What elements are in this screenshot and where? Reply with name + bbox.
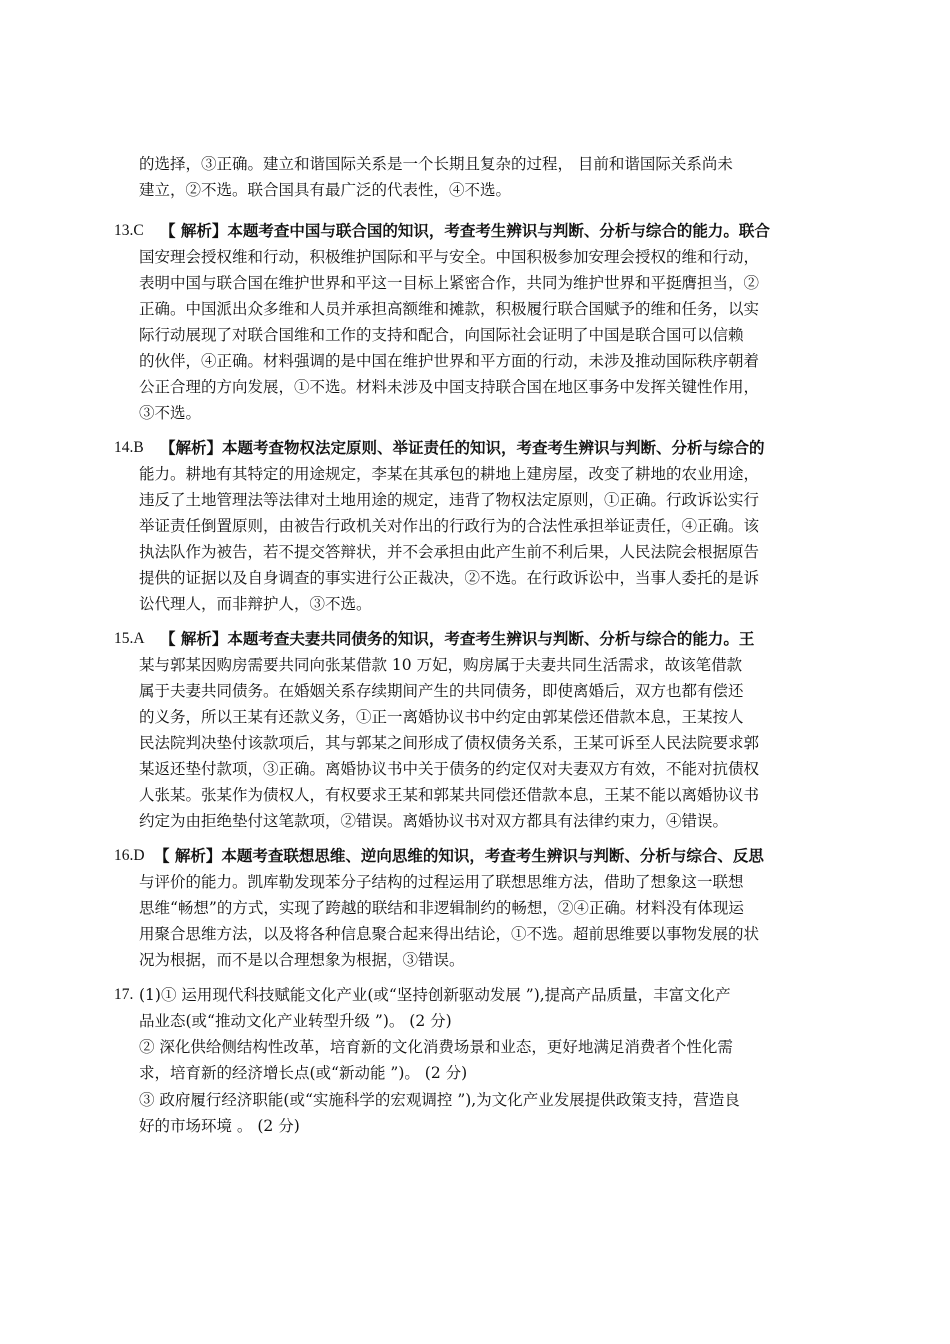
q13-number: 13.C bbox=[114, 222, 144, 239]
q15-number: 15.A bbox=[114, 630, 145, 647]
q16-line: 思维“畅想”的方式，实现了跨越的联结和非逻辑制约的畅想，②④正确。材料没有体现运 bbox=[139, 899, 744, 917]
q13-line: 际行动展现了对联合国维和工作的支持和配合，向国际社会证明了中国是联合国可以信赖 bbox=[139, 326, 744, 344]
q14-line: 违反了土地管理法等法律对土地用途的规定，违背了物权法定原则，①正确。行政诉讼实行 bbox=[139, 491, 760, 509]
q15-line: 属于夫妻共同债务。在婚姻关系存续期间产生的共同债务，即使离婚后，双方也都有偿还 bbox=[139, 682, 744, 700]
q16-line: 用聚合思维方法，以及将各种信息聚合起来得出结论，①不选。超前思维要以事物发展的状 bbox=[139, 925, 760, 943]
q14-line: 提供的证据以及自身调查的事实进行公正裁决，②不选。在行政诉讼中，当事人委托的是诉 bbox=[139, 569, 760, 587]
q14-heading: 【解析】本题考查物权法定原则、举证责任的知识，考查考生辨识与判断、分析与综合的 bbox=[160, 438, 765, 457]
q13-line: 国安理会授权维和行动，积极维护国际和平与安全。中国积极参加安理会授权的维和行动， bbox=[139, 248, 760, 266]
q15-heading: 【 解析】本题考查夫妻共同债务的知识，考查考生辨识与判断、分析与综合的能力。王 bbox=[160, 629, 755, 648]
q16-line: 况为根据，而不是以合理想象为根据，③错误。 bbox=[139, 951, 465, 969]
q15-line: 某返还垫付款项，③正确。离婚协议书中关于债务的约定仅对夫妻双方有效，不能对抗债权 bbox=[139, 760, 760, 778]
q17-number: 17. bbox=[114, 986, 134, 1003]
q17-p2-line: 求，培育新的经济增长点(或“新动能 ”)。 (2 分) bbox=[139, 1064, 468, 1082]
q14-line: 举证责任倒置原则，由被告行政机关对作出的行政行为的合法性承担举证责任，④正确。该 bbox=[139, 517, 760, 535]
q13-line: 的伙伴，④正确。材料强调的是中国在维护世界和平方面的行动，未涉及推动国际秩序朝着 bbox=[139, 352, 760, 370]
q13-heading: 【 解析】本题考查中国与联合国的知识，考查考生辨识与判断、分析与综合的能力。联合 bbox=[160, 221, 770, 240]
q17-p3-line: 好的市场环境 。 (2 分) bbox=[139, 1117, 300, 1135]
q15-line: 某与郭某因购房需要共同向张某借款 10 万妃，购房属于夫妻共同生活需求，故该笔借款 bbox=[139, 656, 743, 674]
q16-number: 16.D bbox=[114, 847, 145, 864]
q13-line: 正确。中国派出众多维和人员并承担高额维和摊款，积极履行联合国赋予的维和任务，以实 bbox=[139, 300, 760, 318]
q16-heading: 【 解析】本题考查联想思维、逆向思维的知识，考查考生辨识与判断、分析与综合、反思 bbox=[154, 846, 764, 865]
q15-line: 民法院判决垫付该款项后，其与郭某之间形成了债权债务关系，王某可诉至人民法院要求郭 bbox=[139, 734, 760, 752]
q14-line: 讼代理人，而非辩护人，③不选。 bbox=[139, 595, 372, 613]
q15-line: 的义务，所以王某有还款义务，①正一离婚协议书中约定由郭某偿还借款本息，王某按人 bbox=[139, 708, 744, 726]
q17-p3-line: ③ 政府履行经济职能(或“实施科学的宏观调控 ”),为文化产业发展提供政策支持，营造良 bbox=[139, 1091, 740, 1109]
q17-p1-line: 品业态(或“推动文化产业转型升级 ”)。 (2 分) bbox=[139, 1012, 452, 1030]
q17-p1-line: (1)① 运用现代科技赋能文化产业(或“坚持创新驱动发展 ”),提高产品质量，丰富文化产 bbox=[139, 986, 731, 1004]
q17-p2-line: ② 深化供给侧结构性改革，培育新的文化消费场景和业态，更好地满足消费者个性化需 bbox=[139, 1038, 733, 1056]
q13-line: 表明中国与联合国在维护世界和平这一目标上紧密合作，共同为维护世界和平挺膺担当，② bbox=[139, 274, 760, 292]
q13-line: 公正合理的方向发展，①不选。材料未涉及中国支持联合国在地区事务中发挥关键性作用， bbox=[139, 378, 760, 396]
q12-line-2: 建立，②不选。联合国具有最广泛的代表性，④不选。 bbox=[139, 181, 512, 199]
q14-line: 执法队作为被告，若不提交答辩状，并不会承担由此产生前不利后果，人民法院会根据原告 bbox=[139, 543, 760, 561]
q12-line-1: 的选择，③正确。建立和谐国际关系是一个长期且复杂的过程， 目前和谐国际关系尚未 bbox=[139, 155, 733, 173]
q16-line: 与评价的能力。凯库勒发现苯分子结构的过程运用了联想思维方法，借助了想象这一联想 bbox=[139, 873, 744, 891]
q13-line: ③不选。 bbox=[139, 404, 202, 422]
q14-line: 能力。耕地有其特定的用途规定，李某在其承包的耕地上建房屋，改变了耕地的农业用途， bbox=[139, 465, 760, 483]
q14-number: 14.B bbox=[114, 439, 144, 456]
q15-line: 约定为由拒绝垫付这笔款项，②错误。离婚协议书对双方都具有法律约束力，④错误。 bbox=[139, 812, 729, 830]
q15-line: 人张某。张某作为债权人，有权要求王某和郭某共同偿还借款本息，王某不能以离婚协议书 bbox=[139, 786, 760, 804]
